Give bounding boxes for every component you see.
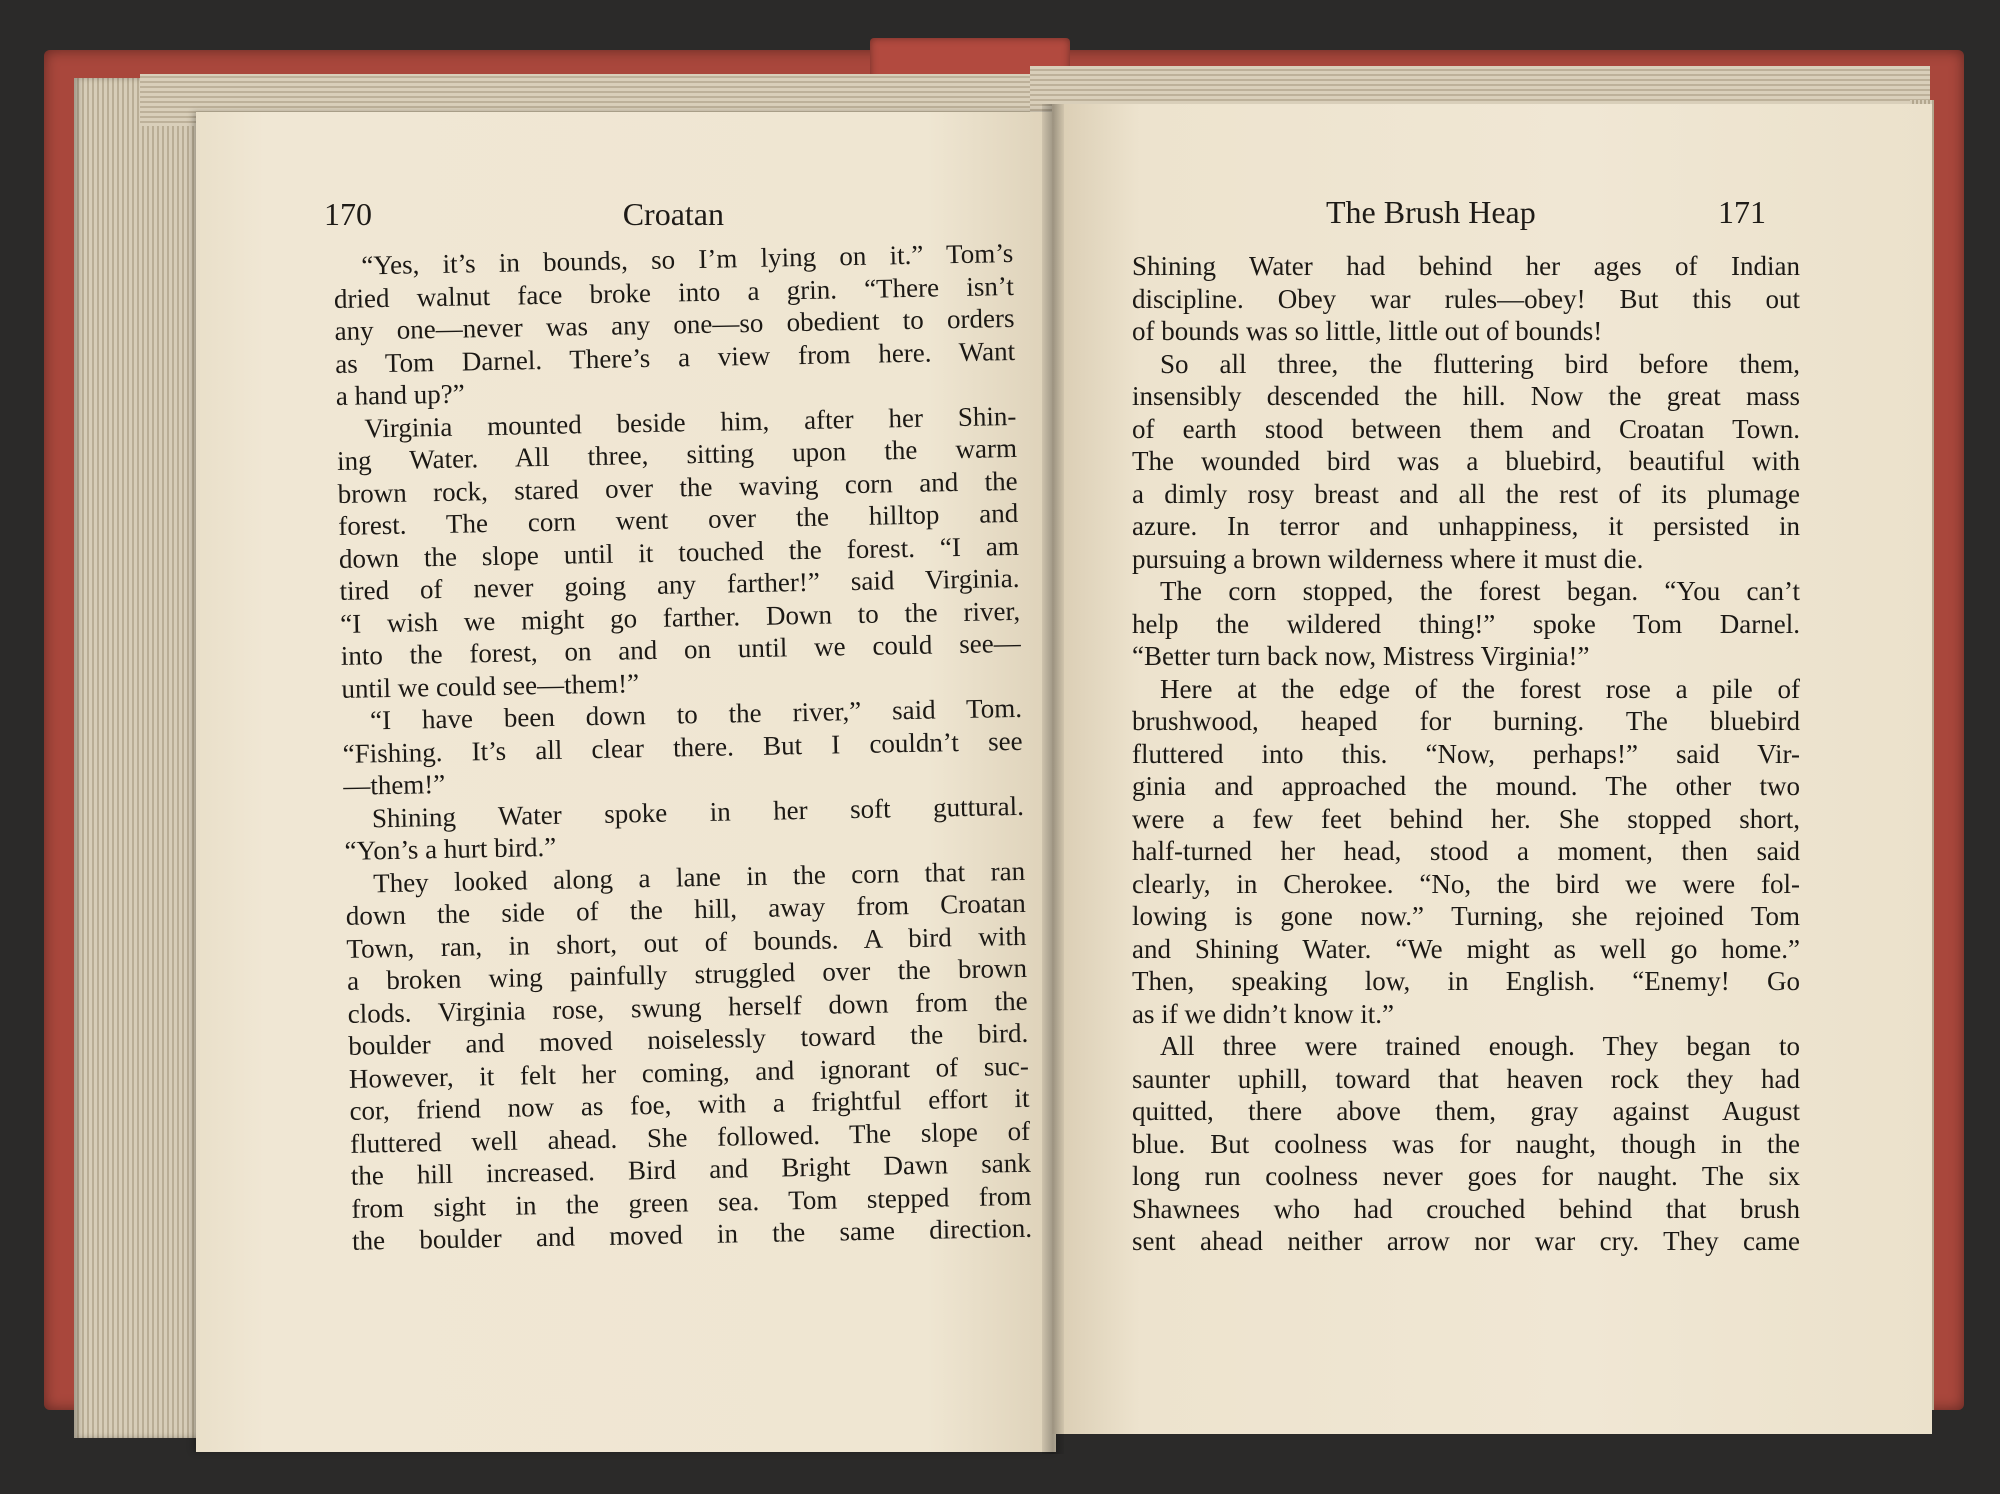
text-line: half-turned her head, stood a moment, then said bbox=[1132, 836, 1800, 866]
text-line: help the wildered thing!” spoke Tom Darnel. bbox=[1132, 608, 1800, 639]
text-line: saunter uphill, toward that heaven rock they had bbox=[1132, 1063, 1800, 1094]
text-line: a broken wing painfully struggled over the brown bbox=[346, 952, 1028, 996]
left-page-text bbox=[333, 237, 1032, 1257]
text-line: Shawnees who had crouched behind that brush bbox=[1132, 1193, 1800, 1224]
text-line: lowing is gone now.” Turning, she rejoined Tom bbox=[1132, 901, 1800, 931]
text-line: a dimly rosy breast and all the rest of its plumage bbox=[1132, 478, 1800, 509]
text-line: brushwood, heaped for burning. The bluebird bbox=[1132, 706, 1800, 736]
text-line: So all three, the fluttering bird before them, bbox=[1160, 348, 1800, 379]
text-line: “Yon’s a hurt bird.” bbox=[344, 831, 557, 866]
text-line: cor, friend now as foe, with a frightful effort it bbox=[349, 1082, 1030, 1126]
text-line: pursuing a brown wilderness where it must die. bbox=[1132, 543, 1644, 574]
right-page-number: 171 bbox=[1718, 194, 1766, 230]
left-page-number: 170 bbox=[324, 196, 372, 232]
text-line: into the forest, on and on until we could see— bbox=[340, 627, 1021, 671]
text-line: “I have been down to the river,” said Tom. bbox=[369, 692, 1023, 736]
text-line: the hill increased. Bird and Bright Dawn sank bbox=[350, 1147, 1031, 1191]
text-line: ginia and approached the mound. The other two bbox=[1132, 771, 1800, 801]
text-line: forest. The corn went over the hilltop and bbox=[338, 497, 1019, 541]
text-line: Then, speaking low, in English. “Enemy! Go bbox=[1132, 966, 1800, 996]
text-line: All three were trained enough. They began to bbox=[1160, 1031, 1800, 1061]
text-line: any one—never was any one—so obedient to orders bbox=[334, 302, 1015, 346]
right-chapter-title: The Brush Heap bbox=[1326, 194, 1536, 230]
text-line: until we could see—them!” bbox=[341, 667, 640, 704]
text-line: clods. Virginia rose, swung herself down from the bbox=[347, 985, 1028, 1029]
left-chapter-title: Croatan bbox=[622, 196, 724, 232]
text-line: clearly, in Cherokee. “No, the bird we were fol- bbox=[1132, 868, 1800, 899]
text-line: Shining Water spoke in her soft guttural. bbox=[371, 790, 1025, 833]
page-edges-left bbox=[74, 78, 214, 1438]
text-line: boulder and moved noiselessly toward the bird. bbox=[347, 1017, 1029, 1061]
text-line: Shining Water had behind her ages of Indian bbox=[1132, 251, 1800, 281]
text-line: down the side of the hill, away from Croatan bbox=[345, 887, 1026, 931]
text-line: Town, ran, in short, out of bounds. A bird with bbox=[346, 920, 1027, 964]
right-page-text bbox=[1132, 250, 1800, 1258]
text-line: brown rock, stared over the waving corn and the bbox=[337, 465, 1018, 509]
text-line: “Better turn back now, Mistress Virginia!” bbox=[1132, 641, 1590, 671]
book-gutter bbox=[1042, 104, 1064, 1454]
text-line: fluttered well ahead. She followed. The slope of bbox=[349, 1115, 1031, 1159]
right-running-head bbox=[1326, 194, 1766, 231]
text-line: Virginia mounted beside him, after her Shin- bbox=[364, 400, 1017, 443]
text-line: “I wish we might go farther. Down to the river, bbox=[339, 595, 1021, 639]
text-line: of bounds was so little, little out of bounds! bbox=[1132, 316, 1603, 346]
text-line: a hand up?” bbox=[335, 378, 466, 411]
text-line: from sight in the green sea. Tom stepped from bbox=[351, 1180, 1032, 1224]
text-line: down the slope until it touched the forest. “I am bbox=[338, 530, 1020, 574]
text-line: insensibly descended the hill. Now the great mass bbox=[1132, 381, 1800, 411]
text-line: ing Water. All three, sitting upon the warm bbox=[336, 432, 1018, 476]
text-line: fluttered into this. “Now, perhaps!” said Vir- bbox=[1132, 738, 1800, 769]
text-line: and Shining Water. “We might as well go home.” bbox=[1132, 933, 1800, 964]
text-line: dried walnut face broke into a grin. “There isn’t bbox=[333, 270, 1015, 314]
text-line: as Tom Darnel. There’s a view from here. Want bbox=[334, 335, 1016, 379]
text-line: discipline. Obey war rules—obey! But this out bbox=[1132, 283, 1800, 314]
text-line: The corn stopped, the forest began. “You can’t bbox=[1160, 576, 1800, 606]
text-line: blue. But coolness was for naught, though in the bbox=[1132, 1128, 1800, 1159]
text-line: tired of never going any farther!” said Virginia. bbox=[339, 562, 1020, 606]
text-line: quitted, there above them, gray against August bbox=[1132, 1096, 1800, 1126]
text-line: azure. In terror and unhappiness, it persisted in bbox=[1132, 511, 1800, 541]
text-line: —them!” bbox=[343, 768, 446, 801]
text-line: as if we didn’t know it.” bbox=[1132, 998, 1394, 1029]
text-line: of earth stood between them and Croatan Town. bbox=[1132, 413, 1800, 444]
text-line: “Fishing. It’s all clear there. But I couldn’t see bbox=[342, 725, 1023, 769]
text-line: the boulder and moved in the same direction. bbox=[351, 1212, 1033, 1256]
text-line: They looked along a lane in the corn that ran bbox=[372, 855, 1026, 898]
text-line: Here at the edge of the forest rose a pile of bbox=[1160, 673, 1800, 704]
text-line: “Yes, it’s in bounds, so I’m lying on it.” Tom’s bbox=[361, 237, 1014, 281]
left-running-head bbox=[324, 196, 724, 233]
text-line: However, it felt her coming, and ignorant of suc- bbox=[348, 1050, 1030, 1094]
text-line: sent ahead neither arrow nor war cry. They came bbox=[1132, 1226, 1800, 1256]
text-line: The wounded bird was a bluebird, beautiful with bbox=[1132, 446, 1800, 476]
text-line: were a few feet behind her. She stopped short, bbox=[1132, 803, 1800, 834]
text-line: long run coolness never goes for naught. The six bbox=[1132, 1161, 1800, 1191]
